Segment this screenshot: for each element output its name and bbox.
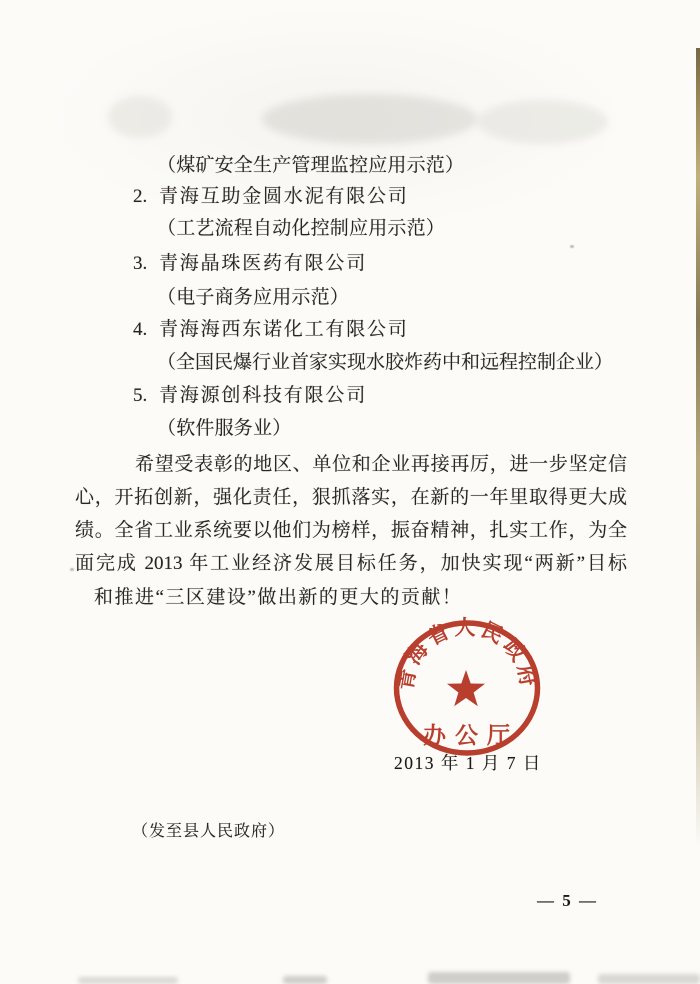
scan-edge-strip [696, 48, 700, 848]
scan-smudge-top-left [108, 96, 172, 138]
official-seal [390, 616, 544, 762]
list-item-note: （电子商务应用示范） [157, 287, 350, 308]
distribution-note: （发至县人民政府） [132, 823, 286, 840]
list-item-number: 2. [133, 186, 148, 207]
list-item [133, 385, 367, 407]
list-item-note: （工艺流程自动化控制应用示范） [157, 218, 446, 239]
list-item [133, 319, 409, 341]
scan-smudge-bottom-2 [283, 976, 327, 984]
paragraph-line: 和推进“三区建设”做出新的更大的贡献！ [94, 587, 463, 608]
paragraph-line: 面完成 2013 年工业经济发展目标任务，加快实现“两新”目标 [75, 553, 627, 574]
list-item-number: 4. [133, 319, 148, 340]
list-item-name: 青海源创科技有限公司 [159, 385, 368, 406]
scan-smudge-bottom-1 [78, 977, 178, 984]
paragraph-line: 希望受表彰的地区、单位和企业再接再厉，进一步坚定信 [135, 454, 627, 475]
scan-smudge-top-center [262, 94, 477, 144]
list-item-name: 青海互助金圆水泥有限公司 [159, 186, 409, 207]
scan-smudge-top-right [478, 100, 608, 144]
list-item-name: 青海晶珠医药有限公司 [159, 253, 368, 274]
list-item-number: 5. [133, 385, 148, 406]
list-item-name: 青海海西东诺化工有限公司 [159, 319, 409, 340]
page-number: — 5 — [537, 891, 598, 910]
list-item [133, 253, 367, 275]
list-item-note: （软件服务业） [157, 418, 292, 439]
list-item-number: 3. [133, 253, 148, 274]
list-item-note: （煤矿安全生产管理监控应用示范） [157, 155, 465, 176]
list-item-note: （全国民爆行业首家实现水胶炸药中和远程控制企业） [157, 352, 614, 373]
list-item [133, 186, 409, 208]
scan-dot [70, 568, 74, 571]
date-line: 2013 年 1 月 7 日 [394, 753, 542, 773]
paragraph-line: 心，开拓创新，强化责任，狠抓落实，在新的一年里取得更大成 [75, 487, 627, 508]
seal-star-icon [447, 670, 485, 706]
scan-smudge-bottom-3 [428, 972, 570, 984]
paragraph-line: 绩。全省工业系统要以他们为榜样，振奋精神，扎实工作，为全 [75, 520, 627, 541]
seal-ring-text: 青海省人民政府 [392, 616, 542, 692]
scan-smudge-bottom-4 [598, 974, 700, 984]
seal-office-text: 办公厅 [423, 723, 519, 748]
scan-dot [570, 245, 574, 248]
